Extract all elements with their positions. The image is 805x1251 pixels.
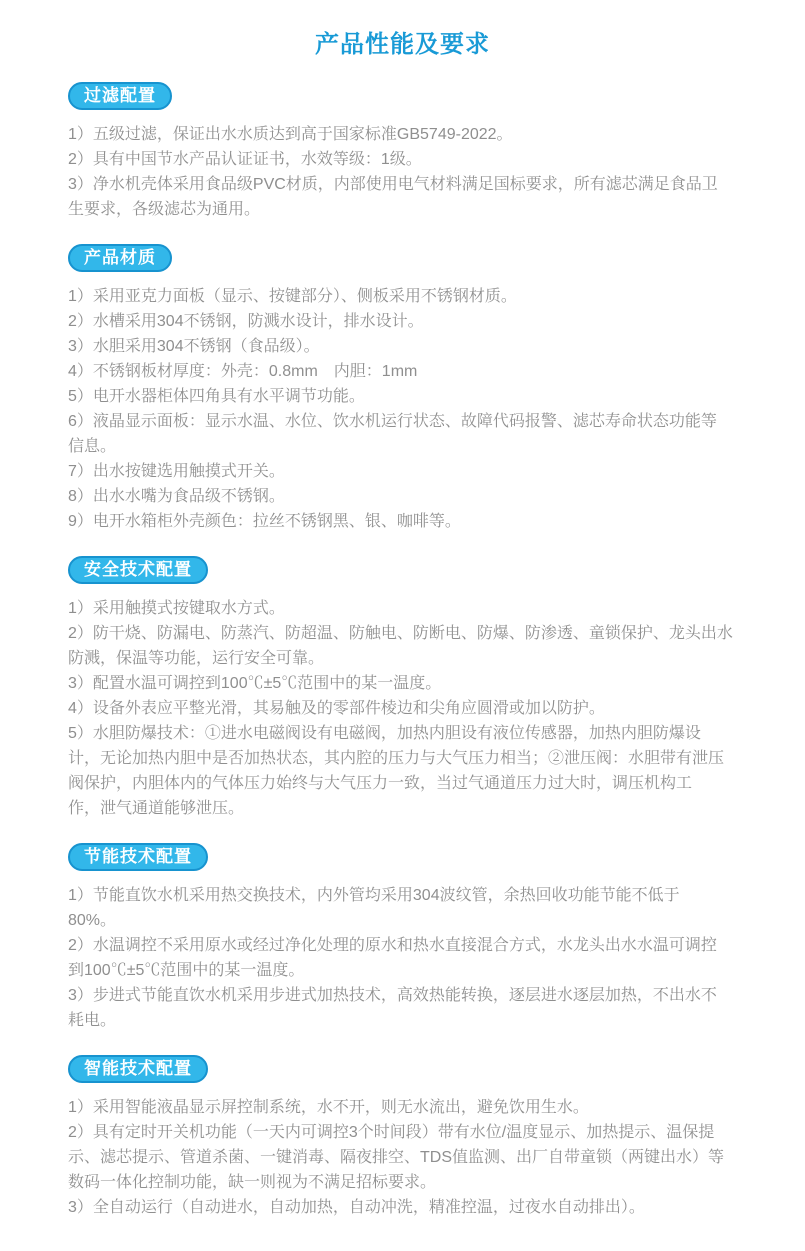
body-line: 3）净水机壳体采用食品级PVC材质，内部使用电气材料满足国标要求，所有滤芯满足食品卫 bbox=[68, 176, 718, 193]
page-title: 产品性能及要求 bbox=[315, 31, 490, 58]
sections-container bbox=[0, 82, 805, 1220]
body-line: 7）出水按键选用触摸式开关。 bbox=[68, 463, 285, 480]
section-safety-tech-config bbox=[68, 556, 757, 821]
section-badge-safety-tech-config: 安全技术配置 bbox=[68, 556, 208, 584]
body-line: 3）配置水温可调控到100℃±5℃范围中的某一温度。 bbox=[68, 675, 442, 692]
section-energy-saving-tech-config bbox=[68, 843, 757, 1033]
body-line: 示、滤芯提示、管道杀菌、一键消毒、隔夜排空、TDS值监测、出厂自带童锁（两键出水）等 bbox=[68, 1149, 725, 1166]
body-line: 2）水温调控不采用原水或经过净化处理的原水和热水直接混合方式，水龙头出水水温可调控 bbox=[68, 937, 717, 954]
body-line: 80%。 bbox=[68, 912, 117, 929]
body-line: 2）水槽采用304不锈钢，防溅水设计，排水设计。 bbox=[68, 313, 424, 330]
section-body bbox=[68, 596, 757, 821]
section-body bbox=[68, 883, 757, 1033]
body-line: 计，无论加热内胆中是否加热状态，其内腔的压力与大气压力相当；②泄压阀：水胆带有泄压 bbox=[68, 750, 725, 767]
section-product-material bbox=[68, 244, 757, 534]
body-line: 信息。 bbox=[68, 438, 117, 455]
body-line: 9）电开水箱柜外壳颜色：拉丝不锈钢黑、银、咖啡等。 bbox=[68, 513, 461, 530]
body-line: 3）全自动运行（自动进水，自动加热，自动冲洗，精准控温，过夜水自动排出）。 bbox=[68, 1199, 645, 1216]
body-line: 2）具有中国节水产品认证证书，水效等级：1级。 bbox=[68, 151, 422, 168]
section-badge-energy-saving-tech-config: 节能技术配置 bbox=[68, 843, 208, 871]
section-body bbox=[68, 122, 757, 222]
section-filter-config bbox=[68, 82, 757, 222]
section-badge-product-material: 产品材质 bbox=[68, 244, 172, 272]
body-line: 5）电开水器柜体四角具有水平调节功能。 bbox=[68, 388, 365, 405]
body-line: 8）出水水嘴为食品级不锈钢。 bbox=[68, 488, 285, 505]
body-line: 1）五级过滤，保证出水水质达到高于国家标准GB5749-2022。 bbox=[68, 126, 513, 143]
section-badge-smart-tech-config: 智能技术配置 bbox=[68, 1055, 208, 1083]
body-line: 1）采用亚克力面板（显示、按键部分）、侧板采用不锈钢材质。 bbox=[68, 288, 517, 305]
section-badge-filter-config: 过滤配置 bbox=[68, 82, 172, 110]
body-line: 到100℃±5℃范围中的某一温度。 bbox=[68, 962, 305, 979]
body-line: 1）节能直饮水机采用热交换技术，内外管均采用304波纹管，余热回收功能节能不低于 bbox=[68, 887, 680, 904]
body-line: 3）水胆采用304不锈钢（食品级）。 bbox=[68, 338, 320, 355]
body-line: 1）采用智能液晶显示屏控制系统，水不开，则无水流出，避免饮用生水。 bbox=[68, 1099, 589, 1116]
section-body bbox=[68, 1095, 757, 1220]
body-line: 6）液晶显示面板：显示水温、水位、饮水机运行状态、故障代码报警、滤芯寿命状态功能等 bbox=[68, 413, 717, 430]
body-line: 2）防干烧、防漏电、防蒸汽、防超温、防触电、防断电、防爆、防渗透、童锁保护、龙头出水 bbox=[68, 625, 733, 642]
section-smart-tech-config bbox=[68, 1055, 757, 1220]
body-line: 数码一体化控制功能，缺一则视为不满足招标要求。 bbox=[68, 1174, 437, 1191]
body-line: 3）步进式节能直饮水机采用步进式加热技术，高效热能转换，逐层进水逐层加热，不出水不 bbox=[68, 987, 717, 1004]
body-line: 5）水胆防爆技术：①进水电磁阀设有电磁阀，加热内胆设有液位传感器，加热内胆防爆设 bbox=[68, 725, 701, 742]
body-line: 生要求，各级滤芯为通用。 bbox=[68, 201, 261, 218]
body-line: 阀保护，内胆体内的气体压力始终与大气压力一致，当过气通道压力过大时，调压机构工 bbox=[68, 775, 693, 792]
body-line: 1）采用触摸式按键取水方式。 bbox=[68, 600, 285, 617]
body-line: 4）不锈钢板材厚度：外壳：0.8mm 内胆：1mm bbox=[68, 363, 418, 380]
body-line: 防溅，保温等功能，运行安全可靠。 bbox=[68, 650, 325, 667]
body-line: 4）设备外表应平整光滑，其易触及的零部件棱边和尖角应圆滑或加以防护。 bbox=[68, 700, 605, 717]
body-line: 2）具有定时开关机功能（一天内可调控3个时间段）带有水位/温度显示、加热提示、温保提 bbox=[68, 1124, 715, 1141]
body-line: 作，泄气通道能够泄压。 bbox=[68, 800, 245, 817]
body-line: 耗电。 bbox=[68, 1012, 117, 1029]
section-body bbox=[68, 284, 757, 534]
